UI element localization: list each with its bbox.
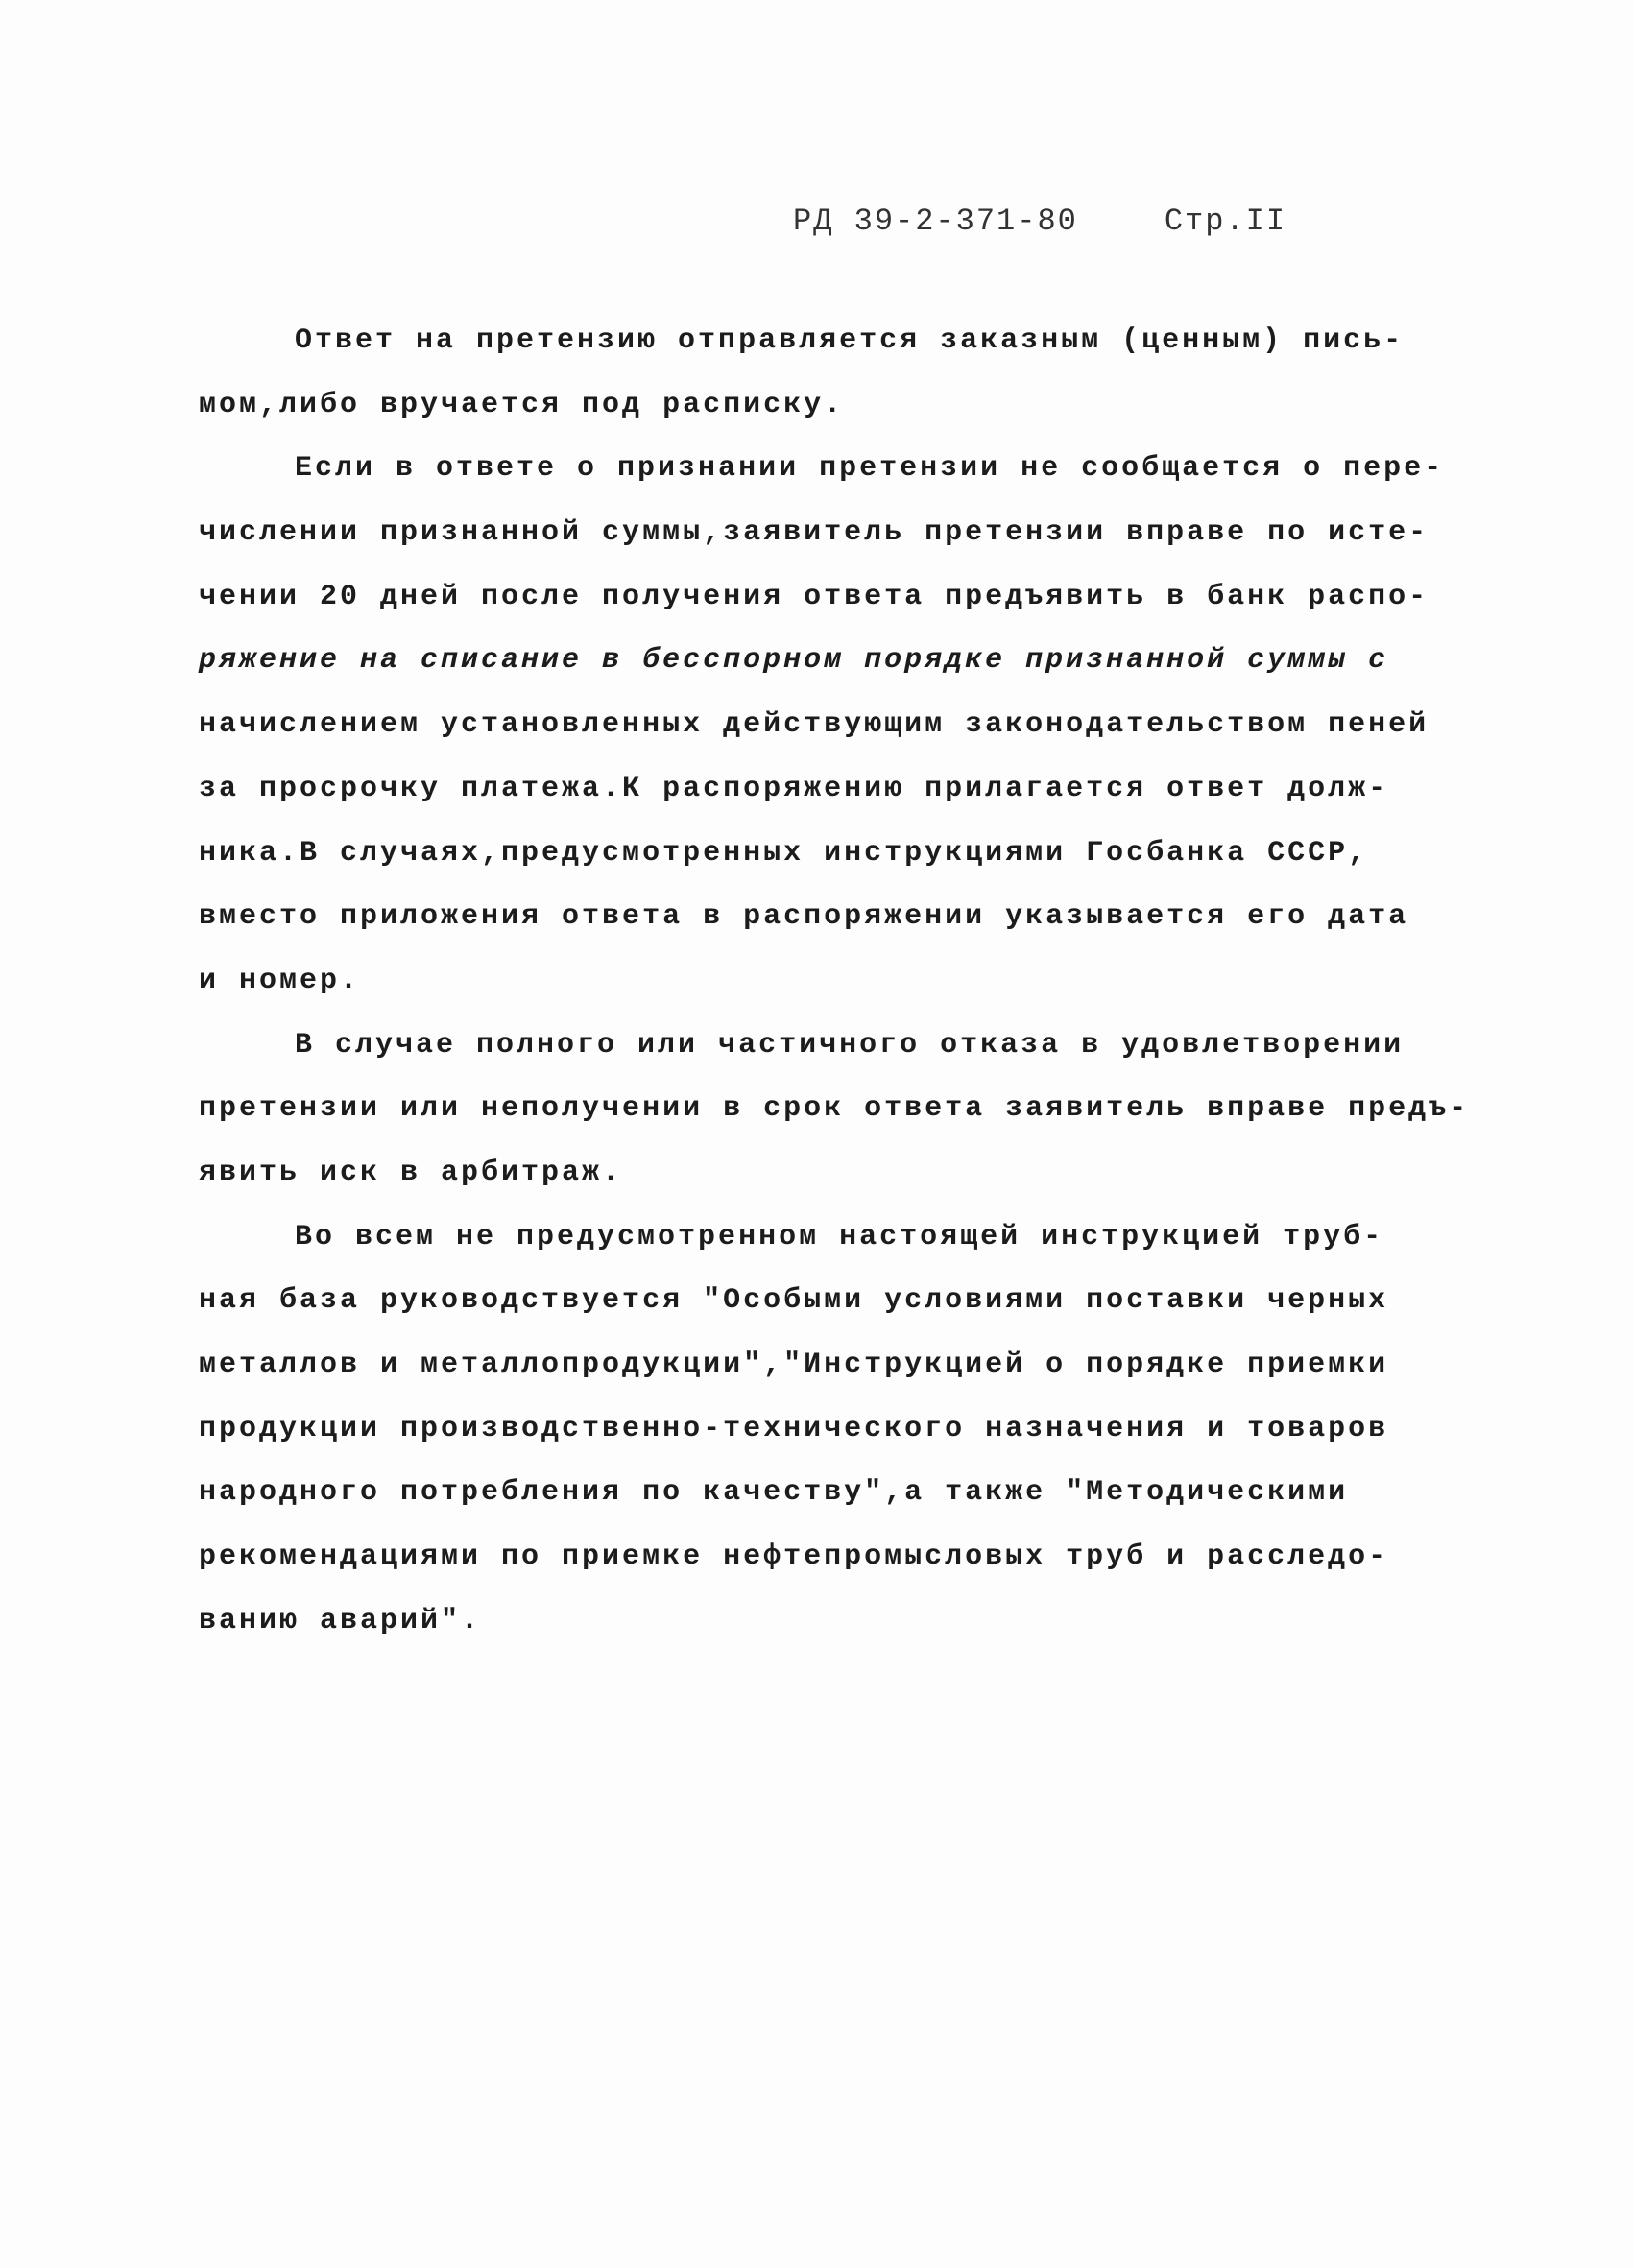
- text-line: ванию аварий".: [199, 1604, 482, 1637]
- page-number: Стр.II: [1164, 203, 1287, 239]
- text-line: Во всем не предусмотренном настоящей инструкцией труб-: [295, 1220, 1384, 1253]
- text-line: за просрочку платежа.К распоряжению прилагается ответ долж-: [199, 772, 1389, 805]
- text-line: Если в ответе о признании претензии не сообщается о пере-: [295, 452, 1445, 486]
- text-line: металлов и металлопродукции","Инструкцией о порядке приемки: [199, 1349, 1389, 1381]
- text-line: Ответ на претензию отправляется заказным (ценным) пись-: [295, 324, 1405, 357]
- text-line: ника.В случаях,предусмотренных инструкциями Госбанка СССР,: [199, 836, 1369, 870]
- document-code: РД 39-2-371-80: [793, 203, 1078, 239]
- text-line: вместо приложения ответа в распоряжении указывается его дата: [199, 900, 1409, 934]
- text-line: ная база руководствуется "Особыми условиями поставки черных: [199, 1284, 1389, 1318]
- text-line: чении 20 дней после получения ответа предъявить в банк распо-: [199, 580, 1430, 613]
- paragraph-arbitration: [199, 1021, 1470, 1213]
- document-body: [199, 317, 1470, 1660]
- text-line: В случае полного или частичного отказа в удовлетворении: [295, 1028, 1405, 1062]
- text-line: и номер.: [199, 964, 361, 997]
- text-line: явить иск в арбитраж.: [199, 1156, 623, 1189]
- text-line: рекомендациями по приемке нефтепромысловых труб и расследо-: [199, 1540, 1389, 1574]
- paragraph-references: [199, 1213, 1447, 1661]
- text-line: числении признанной суммы,заявитель претензии вправе по исте-: [199, 516, 1430, 550]
- text-line: продукции производственно-технического назначения и товаров: [199, 1412, 1389, 1445]
- text-line: претензии или неполучении в срок ответа заявитель вправе предъ-: [199, 1092, 1470, 1126]
- paragraph-reply-delivery: [199, 317, 1447, 444]
- text-line: ряжение на списание в бесспорном порядке признанной суммы с: [199, 644, 1389, 678]
- text-line: мом,либо вручается под расписку.: [199, 388, 845, 421]
- page-header: [793, 203, 1373, 239]
- text-line: народного потребления по качеству",а также "Методическими: [199, 1476, 1349, 1510]
- paragraph-bank-order: [199, 444, 1447, 1020]
- text-line: начислением установленных действующим законодательством пеней: [199, 708, 1430, 742]
